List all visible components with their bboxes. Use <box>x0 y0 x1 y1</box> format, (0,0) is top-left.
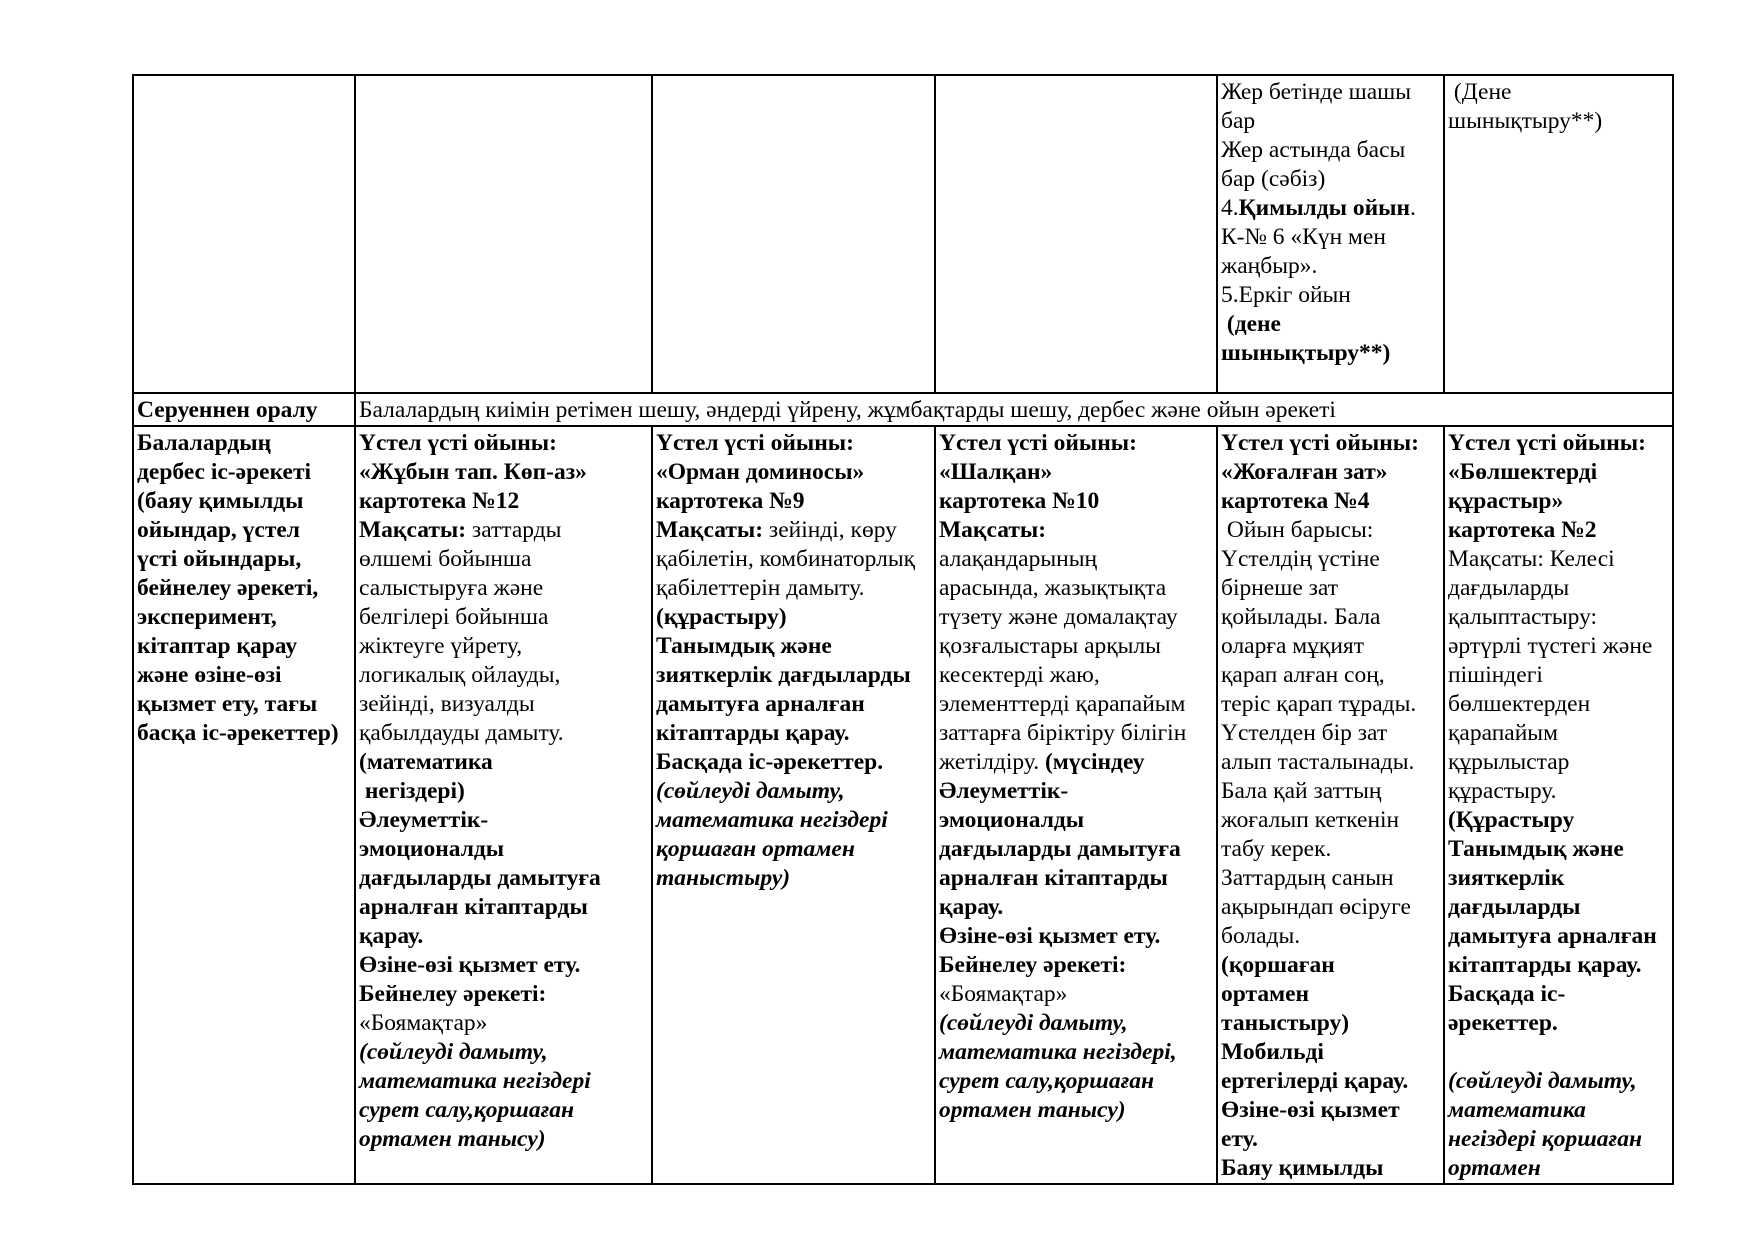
activity-line <box>1448 1125 1670 1154</box>
activity-text: Заттардың санын <box>1221 865 1394 891</box>
walk-activity-line <box>1221 223 1441 252</box>
activity-line <box>359 690 649 719</box>
activity-line <box>1221 893 1441 922</box>
activity-line <box>1221 458 1441 487</box>
activity-line <box>939 1038 1214 1067</box>
activity-line <box>1448 516 1670 545</box>
walk-activity-text: (дене <box>1221 311 1281 337</box>
activity-line <box>1221 1038 1441 1067</box>
activity-line <box>359 458 649 487</box>
activity-text: Ойын барысы: <box>1221 517 1374 543</box>
activity-text: пішіндегі <box>1448 662 1543 688</box>
activity-line <box>1221 1067 1441 1096</box>
activity-text: оларға мұқият <box>1221 633 1364 659</box>
activity-text: бөлшектерден <box>1448 691 1591 717</box>
activity-text: Бейнелеу әрекеті: <box>359 981 547 1007</box>
row-label-line: кітаптар қарау <box>137 633 298 659</box>
activity-line <box>1448 777 1670 806</box>
activity-text: (математика <box>359 749 493 775</box>
activity-text: эмоционалды <box>359 836 505 862</box>
row-label-line: және өзіне-өзі <box>137 662 282 688</box>
activity-line <box>656 603 932 632</box>
activity-text: «Шалқан» <box>939 459 1053 485</box>
activity-text: дамытуға арналған <box>1448 923 1657 949</box>
activity-text: Танымдық және <box>656 633 832 659</box>
activity-text: картотека №12 <box>359 488 520 514</box>
activity-line <box>939 458 1214 487</box>
activity-line <box>656 545 932 574</box>
activity-line <box>1448 893 1670 922</box>
activity-text: арналған кітаптарды <box>359 894 588 920</box>
activity-line <box>359 893 649 922</box>
riddle-line <box>1221 165 1441 194</box>
activity-line <box>939 1096 1214 1125</box>
activity-line <box>1448 1009 1670 1038</box>
activity-line <box>1221 574 1441 603</box>
walk-activity-line <box>1221 281 1441 310</box>
activity-line <box>359 632 649 661</box>
independent-wednesday-cell <box>935 426 1217 1184</box>
activity-text: ертегілерді қарау. <box>1221 1068 1409 1094</box>
activity-text-rest: (мүсіндеу <box>1039 749 1145 775</box>
activity-text: әрекеттер. <box>1448 1010 1558 1036</box>
activity-text: қозғалыстары арқылы <box>939 633 1161 659</box>
row-label-line: қызмет ету, тағы <box>137 691 318 717</box>
activity-line <box>1448 1067 1670 1096</box>
activity-line <box>1448 429 1670 458</box>
activity-text: элементтерді қарапайым <box>939 691 1186 717</box>
activity-line <box>1448 980 1670 1009</box>
activity-line <box>359 1038 649 1067</box>
activity-line <box>1448 835 1670 864</box>
walk-friday-cell <box>1444 75 1673 393</box>
activity-text: математика негіздері, <box>939 1039 1177 1065</box>
activity-line <box>359 719 649 748</box>
activity-line <box>939 922 1214 951</box>
walk-activity-line <box>1221 339 1441 368</box>
activity-line <box>1221 487 1441 516</box>
row-label-line: ойындар, үстел <box>137 517 300 543</box>
activity-text: жіктеуге үйрету, <box>359 633 523 659</box>
independent-tuesday-cell <box>652 426 935 1184</box>
activity-line <box>1448 661 1670 690</box>
walk-activity-line <box>1221 252 1441 281</box>
activity-line <box>1448 748 1670 777</box>
activity-text: Өзіне-өзі қызмет ету. <box>359 952 581 978</box>
activity-text: арасында, жазықтықта <box>939 575 1167 601</box>
walk-thursday-cell <box>1217 75 1444 393</box>
activity-line <box>359 429 649 458</box>
activity-line <box>1221 1125 1441 1154</box>
activity-line <box>939 429 1214 458</box>
row-label-line: дербес іс-әрекеті <box>137 459 312 485</box>
activity-text: қарау. <box>359 923 424 949</box>
activity-text: алақандарының <box>939 546 1098 572</box>
walk-activity-line <box>1448 78 1670 107</box>
activity-text: Мақсаты: Келесі <box>1448 546 1615 572</box>
activity-line <box>1448 545 1670 574</box>
activity-text: «Жұбын тап. Көп-аз» <box>359 459 587 485</box>
activity-line <box>939 777 1214 806</box>
activity-line <box>1221 661 1441 690</box>
game-number: 4. <box>1221 195 1239 221</box>
activity-text: қоршаған ортамен <box>656 836 855 862</box>
activity-text: «Жоғалған зат» <box>1221 459 1388 485</box>
activity-line <box>656 748 932 777</box>
activity-text: қабылдауды дамыту. <box>359 720 564 746</box>
activity-text: Мақсаты: <box>939 517 1047 543</box>
activity-text: таныстыру) <box>656 865 791 891</box>
activity-line <box>939 951 1214 980</box>
activity-line <box>1221 1009 1441 1038</box>
activity-line <box>939 632 1214 661</box>
weekly-plan-table <box>132 74 1674 1185</box>
activity-text: Өзіне-өзі қызмет <box>1221 1097 1400 1123</box>
activity-text: Танымдық және <box>1448 836 1624 862</box>
activity-line <box>656 574 932 603</box>
activity-line <box>359 922 649 951</box>
activity-text: әртүрлі түстегі және <box>1448 633 1653 659</box>
walk-activity-line <box>1221 310 1441 339</box>
activity-line <box>656 632 932 661</box>
activity-text: Үстел үсті ойыны: <box>1448 430 1646 456</box>
activity-text: қабілеттерін дамыту. <box>656 575 865 601</box>
activity-text: Басқада іс- <box>1448 981 1566 1007</box>
activity-text: дамытуға арналған <box>656 691 865 717</box>
activity-text: (сөйлеуді дамыту, <box>1448 1068 1637 1094</box>
activity-line <box>656 516 932 545</box>
activity-text: картотека №10 <box>939 488 1100 514</box>
activity-text: сурет салу,қоршаған <box>359 1097 575 1123</box>
activity-text: картотека №2 <box>1448 517 1597 543</box>
activity-line <box>1448 632 1670 661</box>
activity-line <box>1448 922 1670 951</box>
activity-text: дағдыларды <box>1448 894 1581 920</box>
activity-line <box>1221 690 1441 719</box>
activity-text: (сөйлеуді дамыту, <box>939 1010 1128 1036</box>
walk-activity-text: (Дене <box>1448 79 1512 105</box>
activity-text: (сөйлеуді дамыту, <box>359 1039 548 1065</box>
activity-text: Үстел үсті ойыны: <box>656 430 854 456</box>
activity-text: Үстелдің үстіне <box>1221 546 1380 572</box>
activity-text: (Құрастыру <box>1448 807 1575 833</box>
activity-text: Үстел үсті ойыны: <box>1221 430 1419 456</box>
activity-line <box>1221 545 1441 574</box>
activity-text: таныстыру) <box>1221 1010 1350 1036</box>
activity-line <box>939 661 1214 690</box>
activity-text: болады. <box>1221 923 1301 949</box>
activity-text: картотека №9 <box>656 488 805 514</box>
walk-tuesday-cell <box>652 75 935 393</box>
riddle-line <box>1221 107 1441 136</box>
row-label-line: (баяу қимылды <box>137 488 304 514</box>
activity-text: табу керек. <box>1221 836 1332 862</box>
activity-line <box>359 748 649 777</box>
activity-line <box>939 806 1214 835</box>
riddle-text: бар (сәбіз) <box>1221 166 1326 192</box>
activity-line <box>1448 864 1670 893</box>
activity-line <box>359 603 649 632</box>
activity-line <box>939 748 1214 777</box>
riddle-line <box>1221 136 1441 165</box>
activity-line <box>359 545 649 574</box>
activity-text: Баяу қимылды <box>1221 1155 1384 1181</box>
activity-text: математика негіздері <box>656 807 888 833</box>
activity-line <box>1221 864 1441 893</box>
activity-text: ету. <box>1221 1126 1258 1152</box>
activity-text: алып тасталынады. <box>1221 749 1415 775</box>
activity-line <box>939 574 1214 603</box>
activity-text: ортамен <box>1448 1155 1541 1181</box>
activity-text: жоғалып кеткенін <box>1221 807 1400 833</box>
activity-line <box>1448 603 1670 632</box>
walk-activity-line <box>1448 107 1670 136</box>
riddle-text: Жер бетінде шашы <box>1221 79 1412 105</box>
independent-activity-row <box>133 426 1673 1184</box>
activity-text: логикалық ойлауды, <box>359 662 561 688</box>
activity-text: салыстыруға және <box>359 575 544 601</box>
activity-line <box>1448 806 1670 835</box>
activity-line <box>939 864 1214 893</box>
activity-text: эмоционалды <box>939 807 1085 833</box>
activity-line <box>1221 516 1441 545</box>
activity-text: теріс қарап тұрады. <box>1221 691 1417 717</box>
activity-text: кітаптарды қарау. <box>1448 952 1642 978</box>
riddle-text: Жер астында басы <box>1221 137 1406 163</box>
activity-line <box>1221 748 1441 777</box>
walk-monday-cell <box>355 75 652 393</box>
activity-line <box>1448 1096 1670 1125</box>
activity-line <box>656 690 932 719</box>
activity-line <box>1448 1154 1670 1183</box>
activity-line <box>1221 951 1441 980</box>
activity-line <box>359 1125 649 1154</box>
activity-text: ортамен танысу) <box>939 1097 1126 1123</box>
activity-text: заттарға біріктіру білігін <box>939 720 1187 746</box>
riddle-text: бар <box>1221 108 1256 134</box>
activity-line <box>1448 574 1670 603</box>
activity-text: зияткерлік <box>1448 865 1565 891</box>
activity-text-rest: зейінді, көру <box>763 517 897 543</box>
independent-monday-cell <box>355 426 652 1184</box>
activity-line <box>939 487 1214 516</box>
activity-line <box>939 980 1214 1009</box>
return-text-cell: Балалардың киімін ретімен шешу, әндерді үйрену, жұмбақтарды шешу, дербес және ойын әрекеті <box>355 393 1673 426</box>
activity-text: кітаптарды қарау. <box>656 720 850 746</box>
independent-thursday-cell <box>1217 426 1444 1184</box>
activity-text: арналған кітаптарды <box>939 865 1168 891</box>
independent-friday-cell <box>1444 426 1673 1184</box>
activity-line <box>1221 835 1441 864</box>
activity-text: «Бөлшектерді <box>1448 459 1598 485</box>
activity-text: құрылыстар <box>1448 749 1570 775</box>
walk-activity-text: К-№ 6 «Күн мен <box>1221 224 1386 250</box>
activity-line <box>1448 719 1670 748</box>
activity-text: жетілдіру. <box>939 749 1040 775</box>
activity-line <box>1448 458 1670 487</box>
activity-text: математика <box>1448 1097 1586 1123</box>
activity-line <box>939 719 1214 748</box>
activity-line <box>656 661 932 690</box>
activity-line <box>939 545 1214 574</box>
activity-spacer <box>1448 1038 1670 1067</box>
row-label-line: Балалардың <box>137 430 272 456</box>
walk-activities-row <box>133 75 1673 393</box>
activity-line <box>939 603 1214 632</box>
walk-label-cell <box>133 75 355 393</box>
activity-line <box>359 806 649 835</box>
activity-text: Мобильді <box>1221 1039 1324 1065</box>
activity-text: ортамен танысу) <box>359 1126 546 1152</box>
activity-text: сурет салу,қоршаған <box>939 1068 1155 1094</box>
activity-line <box>939 835 1214 864</box>
game-line <box>1221 194 1441 223</box>
activity-line <box>656 864 932 893</box>
activity-line <box>1448 690 1670 719</box>
activity-text-rest: заттарды <box>466 517 562 543</box>
activity-line <box>1448 487 1670 516</box>
activity-text: өлшемі бойынша <box>359 546 532 572</box>
activity-line <box>359 864 649 893</box>
activity-line <box>359 835 649 864</box>
activity-line <box>656 777 932 806</box>
activity-text: «Боямақтар» <box>359 1010 488 1036</box>
activity-text: кесектерді жаю, <box>939 662 1100 688</box>
activity-text: Әлеуметтік- <box>359 807 489 833</box>
row-label-line: үсті ойындары, <box>137 546 302 572</box>
walk-activity-text: шынықтыру**) <box>1448 108 1603 134</box>
game-dot: . <box>1410 195 1416 221</box>
riddle-line <box>1221 78 1441 107</box>
activity-text: зияткерлік дағдыларды <box>656 662 911 688</box>
return-label-cell: Серуеннен оралу <box>133 393 355 426</box>
walk-activity-text: шынықтыру**) <box>1221 340 1391 366</box>
activity-text: Мақсаты: <box>359 517 467 543</box>
activity-line <box>1221 632 1441 661</box>
activity-text: қарап алған соң, <box>1221 662 1385 688</box>
activity-text: қабілетін, комбинаторлық <box>656 546 916 572</box>
walk-wednesday-cell <box>935 75 1217 393</box>
activity-text: белгілері бойынша <box>359 604 549 630</box>
activity-text: қарау. <box>939 894 1004 920</box>
activity-line <box>1448 951 1670 980</box>
activity-text: Өзіне-өзі қызмет ету. <box>939 923 1161 949</box>
activity-line <box>359 661 649 690</box>
activity-line <box>1221 719 1441 748</box>
activity-text: ортамен <box>1221 981 1310 1007</box>
activity-text: қарапайым <box>1448 720 1558 746</box>
row-label-line: бейнелеу әрекеті, <box>137 575 319 601</box>
activity-line <box>656 487 932 516</box>
activity-text: математика негіздері <box>359 1068 591 1094</box>
activity-text: Бала қай заттың <box>1221 778 1382 804</box>
activity-line <box>1221 922 1441 951</box>
activity-text: құрастыр» <box>1448 488 1564 514</box>
row-label-line: эксперимент, <box>137 604 277 630</box>
activity-text: қалыптастыру: <box>1448 604 1598 630</box>
activity-line <box>1221 1154 1441 1183</box>
activity-line <box>359 487 649 516</box>
activity-line <box>656 429 932 458</box>
activity-text: негіздері) <box>359 778 465 804</box>
activity-text: дағдыларды дамытуға <box>359 865 601 891</box>
activity-line <box>939 1009 1214 1038</box>
activity-text: (құрастыру) <box>656 604 787 630</box>
activity-text: «Боямақтар» <box>939 981 1068 1007</box>
activity-text: Үстелден бір зат <box>1221 720 1388 746</box>
activity-text: негіздері қоршаған <box>1448 1126 1642 1152</box>
activity-line <box>656 806 932 835</box>
independent-label-cell <box>133 426 355 1184</box>
activity-line <box>1221 1096 1441 1125</box>
activity-text: қойылады. Бала <box>1221 604 1381 630</box>
activity-text: Бейнелеу әрекеті: <box>939 952 1127 978</box>
activity-line <box>939 893 1214 922</box>
activity-line <box>1221 980 1441 1009</box>
activity-text: Басқада іс-әрекеттер. <box>656 749 884 775</box>
activity-line <box>1221 806 1441 835</box>
activity-line <box>359 951 649 980</box>
game-label: Қимылды ойын <box>1238 195 1411 221</box>
activity-line <box>939 516 1214 545</box>
activity-line <box>939 690 1214 719</box>
row-label-line: басқа іс-әрекеттер) <box>137 720 339 746</box>
walk-activity-text: жаңбыр». <box>1221 253 1318 279</box>
activity-text: картотека №4 <box>1221 488 1370 514</box>
activity-text: Үстел үсті ойыны: <box>359 430 557 456</box>
activity-text: бірнеше зат <box>1221 575 1339 601</box>
activity-text: дағдыларды <box>1448 575 1570 601</box>
activity-line <box>359 1009 649 1038</box>
activity-text: дағдыларды дамытуға <box>939 836 1181 862</box>
activity-line <box>656 719 932 748</box>
activity-line <box>656 458 932 487</box>
activity-text: түзету және домалақтау <box>939 604 1178 630</box>
walk-activity-text: 5.Еркіг ойын <box>1221 282 1351 308</box>
activity-line <box>359 516 649 545</box>
activity-text: Үстел үсті ойыны: <box>939 430 1137 456</box>
activity-text: Мақсаты: <box>656 517 764 543</box>
activity-line <box>656 835 932 864</box>
activity-line <box>359 1096 649 1125</box>
activity-line <box>1221 603 1441 632</box>
activity-line <box>359 574 649 603</box>
activity-text: құрастыру. <box>1448 778 1557 804</box>
activity-text: Әлеуметтік- <box>939 778 1069 804</box>
activity-line <box>939 1067 1214 1096</box>
activity-line <box>1221 777 1441 806</box>
activity-text: (қоршаған <box>1221 952 1335 978</box>
activity-text: (сөйлеуді дамыту, <box>656 778 845 804</box>
activity-text: зейінді, визуалды <box>359 691 535 717</box>
return-from-walk-row <box>133 393 1673 426</box>
activity-text: ақырындап өсіруге <box>1221 894 1411 920</box>
activity-text: «Орман доминосы» <box>656 459 865 485</box>
activity-line <box>1221 429 1441 458</box>
activity-line <box>359 777 649 806</box>
activity-line <box>359 980 649 1009</box>
activity-line <box>359 1067 649 1096</box>
